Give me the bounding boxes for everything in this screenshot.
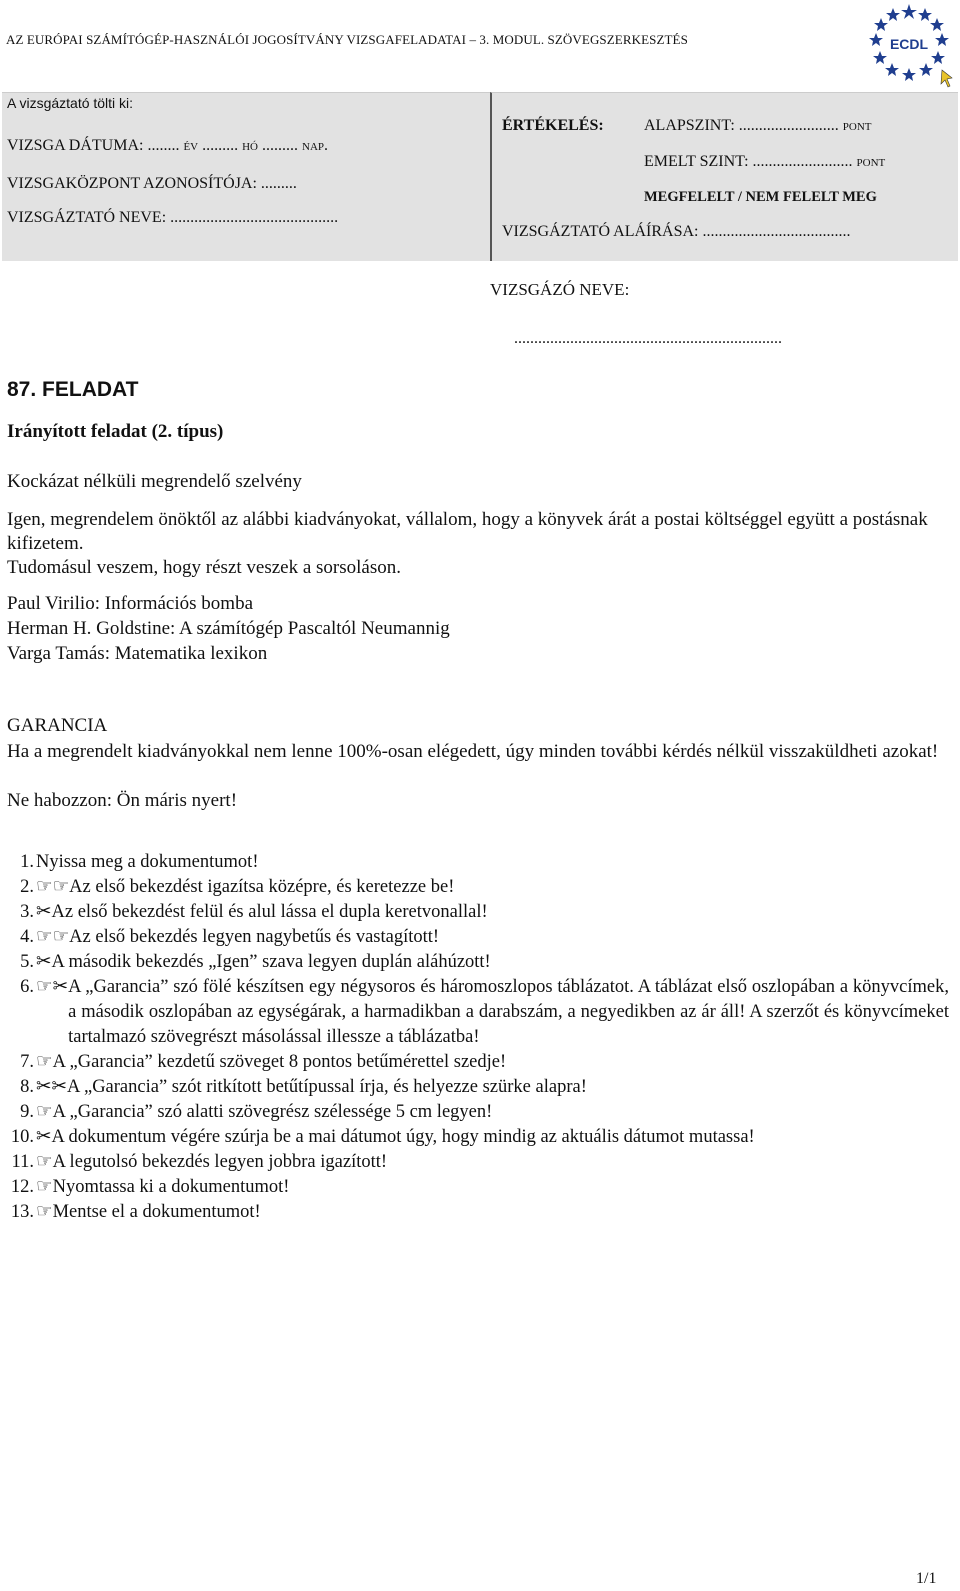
examiner-name-field: VIZSGÁZTATÓ NEVE: .......................................... [7,209,339,226]
book-line-3: Varga Tamás: Matematika lexikon [7,643,268,664]
instruction-text: A „Garancia” szót ritkított betűtípussal írja, és helyezze szürke alapra! [67,1077,587,1097]
instruction-text: Nyissa meg a dokumentumot! [36,852,259,872]
paragraph-order: Igen, megrendelem önöktől az alábbi kiadványokat, vállalom, hogy a könyvek árát a postai költséggel együtt a postásnak kifizetem. [7,509,928,554]
header-title: AZ EURÓPAI SZÁMÍTÓGÉP-HASZNÁLÓI JOGOSÍTVÁNY VIZSGAFELADATAI – 3. MODUL. SZÖVEGSZERKESZTÉS [6,32,688,47]
instruction-item [7,1150,949,1175]
form-intro: A vizsgáztató tölti ki: [7,95,134,111]
page-header [6,20,856,60]
scissors-icon: ✂✂ [36,1077,68,1097]
rating-label: ÉRTÉKELÉS: [502,117,604,134]
instruction-number: 2. [20,877,34,897]
hand-scissors-icon: ☞✂ [36,977,69,997]
instruction-list [7,850,949,1225]
instruction-text: A dokumentum végére szúrja be a mai dátumot úgy, hogy mindig az aktuális dátumot mutassa! [51,1127,755,1147]
pointing-hand-icon: ☞☞ [36,927,70,947]
instruction-number: 1. [20,852,34,872]
ecdl-logo [862,2,956,88]
instruction-number: 8. [20,1077,34,1097]
task-title: 87. FELADAT [7,378,139,401]
instruction-text: A legutolsó bekezdés legyen jobbra igazított! [52,1152,388,1172]
instruction-item [7,925,949,950]
cursor-icon [941,70,952,87]
closing-line: Ne habozzon: Ön máris nyert! [7,790,238,811]
book-line-1: Paul Virilio: Információs bomba [7,593,253,614]
examiner-form [2,92,958,262]
instruction-number: 5. [20,952,34,972]
instruction-number: 13. [10,1202,34,1222]
pointing-hand-icon: ☞ [36,1152,53,1172]
candidate-name-label: VIZSGÁZÓ NEVE: [490,280,630,299]
instruction-item [7,900,949,925]
instruction-number: 9. [20,1102,34,1122]
guarantee-text: Ha a megrendelt kiadványokkal nem lenne 100%-osan elégedett, úgy minden további kérdés nélkül visszaküldheti azokat! [7,741,939,762]
instruction-text: Az első bekezdést igazítsa középre, és keretezze be! [69,877,455,897]
pointing-hand-icon: ☞ [36,1177,53,1197]
candidate-name-field: ................................................................... [514,330,782,347]
instruction-text: Nyomtassa ki a dokumentumot! [52,1177,290,1197]
pointing-hand-icon: ☞ [36,1052,53,1072]
pass-fail-label: MEGFELELT / NEM FELELT MEG [644,189,877,205]
page-number: 1/1 [916,1570,937,1587]
guarantee-heading: GARANCIA [7,715,108,736]
instruction-item [7,950,949,975]
instruction-text: Az első bekezdést felül és alul lássa el dupla keretvonallal! [51,902,488,922]
scissors-icon: ✂ [36,952,52,972]
pointing-hand-icon: ☞☞ [36,877,70,897]
instruction-text: Mentse el a dokumentumot! [52,1202,261,1222]
instruction-text: A második bekezdés „Igen” szava legyen duplán aláhúzott! [51,952,491,972]
instruction-item [7,875,949,900]
exam-center-id-field: VIZSGAKÖZPONT AZONOSÍTÓJA: ......... [7,175,297,192]
paragraph-heading: Kockázat nélküli megrendelő szelvény [7,471,302,492]
instruction-number: 11. [11,1152,34,1172]
paragraph-lottery: Tudomásul veszem, hogy részt veszek a sorsoláson. [7,557,402,578]
examiner-form-right [490,92,958,261]
basic-level-field: ALAPSZINT: ......................... pont [644,117,872,134]
advanced-level-field: EMELT SZINT: ......................... pont [644,153,886,170]
instruction-number: 4. [20,927,34,947]
instruction-number: 12. [10,1177,34,1197]
instruction-number: 6. [20,977,34,997]
scissors-icon: ✂ [36,1127,52,1147]
instruction-item [7,1050,949,1075]
instruction-text: A „Garancia” kezdetű szöveget 8 pontos betűmérettel szedje! [52,1052,507,1072]
instruction-text: A „Garancia” szó fölé készítsen egy négysoros és háromoszlopos táblázatot. A táblázat első oszlopában a könyvcímek, a második oszlopában az egységárak, a harmadikban a darabszám, a negyedikben az ár áll! A szerzőt és könyvcímeket tartalmazó szövegrészt másolással illessze a táblázatba! [68,977,949,1047]
instruction-number: 7. [20,1052,34,1072]
scissors-icon: ✂ [36,902,52,922]
pointing-hand-icon: ☞ [36,1102,53,1122]
instruction-item [7,850,949,875]
instruction-item [7,1075,949,1100]
examiner-form-left [2,92,490,261]
examiner-signature-field: VIZSGÁZTATÓ ALÁÍRÁSA: ..................................... [502,223,851,240]
instruction-text: A „Garancia” szó alatti szövegrész szélessége 5 cm legyen! [52,1102,493,1122]
instruction-item [7,1125,949,1150]
instruction-item [7,1200,949,1225]
task-subtitle: Irányított feladat (2. típus) [7,421,224,442]
pointing-hand-icon: ☞ [36,1202,53,1222]
exam-date-field: VIZSGA DÁTUMA: ........ év ......... hó ......... nap. [7,137,329,154]
book-line-2: Herman H. Goldstine: A számítógép Pascaltól Neumannig [7,618,450,639]
instruction-number: 10. [10,1127,34,1147]
instruction-item [7,975,949,1050]
logo-text: ECDL [889,36,929,52]
instruction-number: 3. [20,902,34,922]
instruction-item [7,1100,949,1125]
instruction-text: Az első bekezdés legyen nagybetűs és vastagított! [69,927,440,947]
instruction-item [7,1175,949,1200]
